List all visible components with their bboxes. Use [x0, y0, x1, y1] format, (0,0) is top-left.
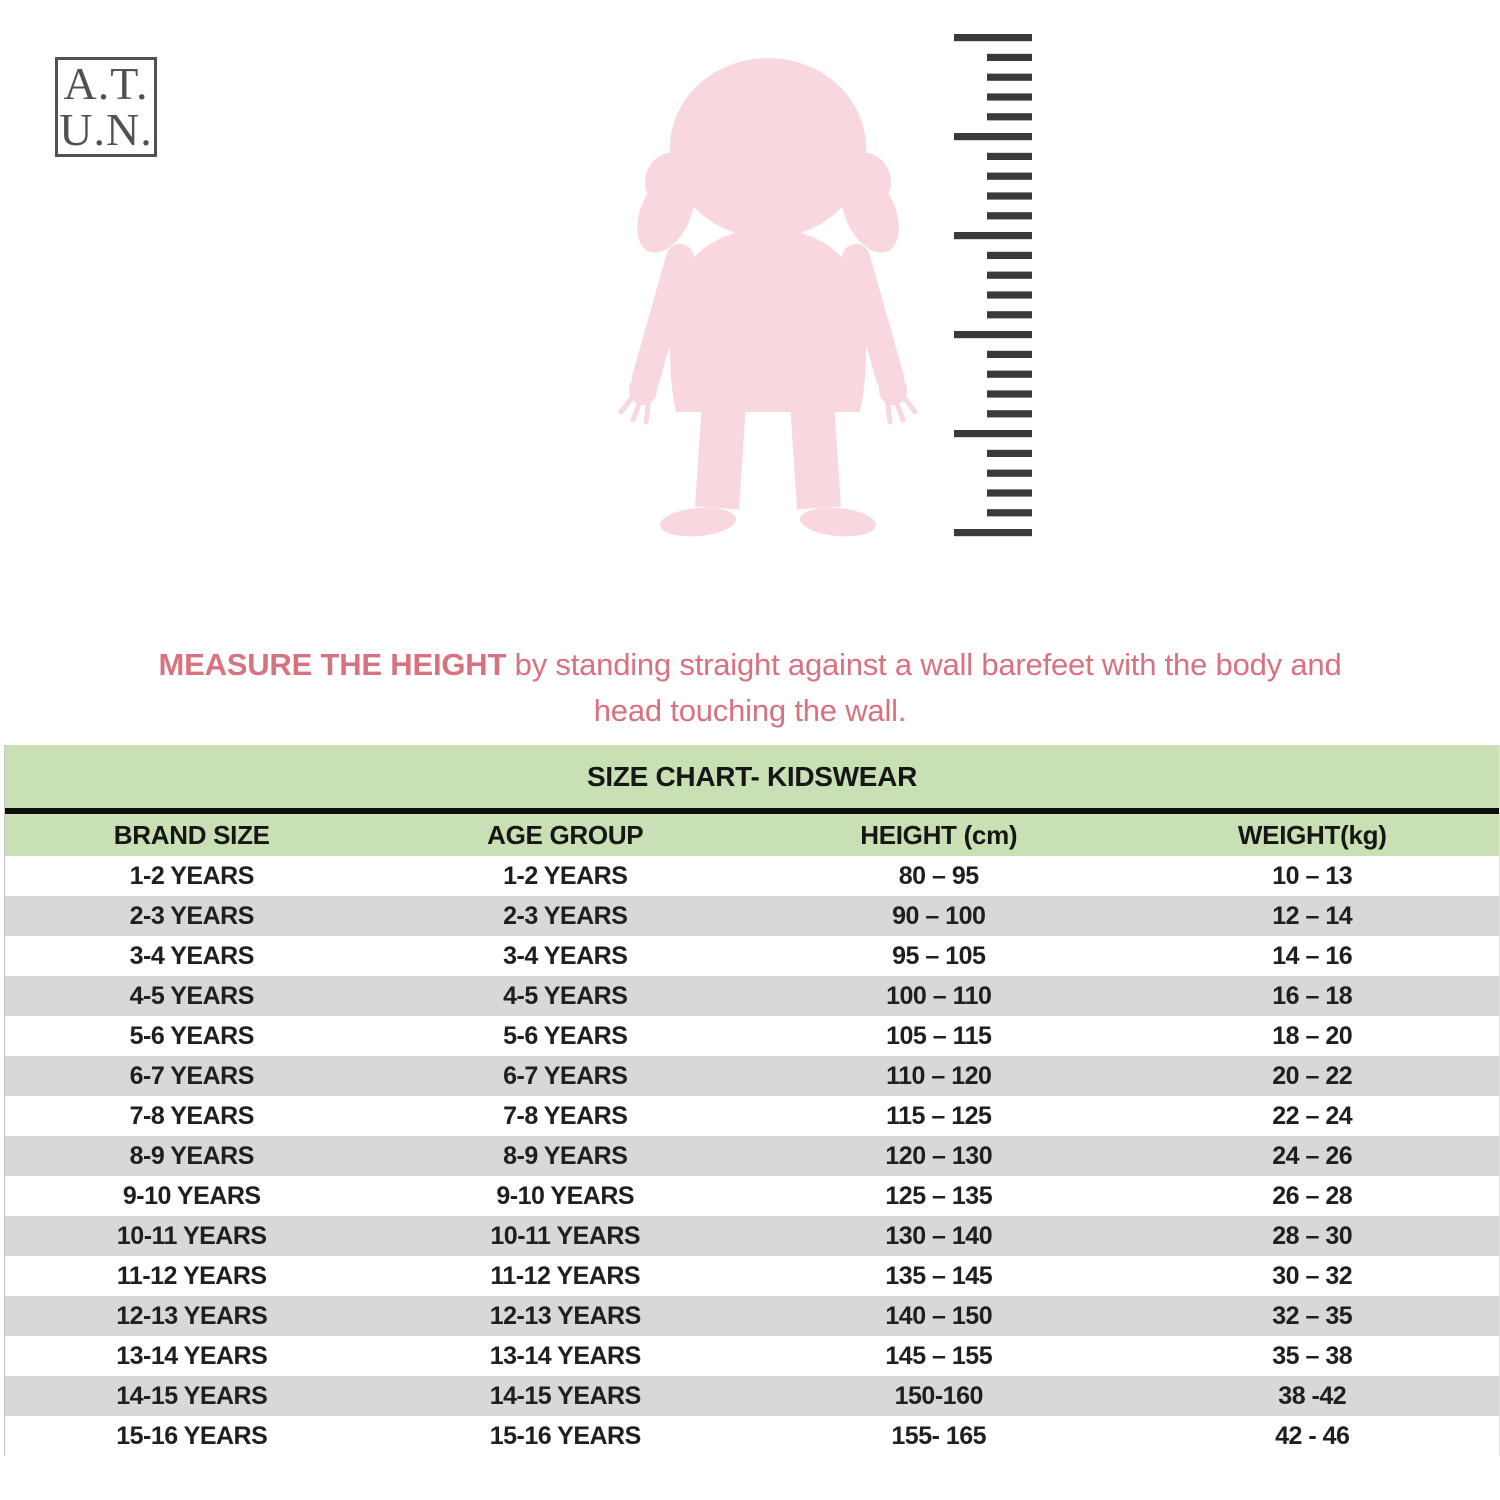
cell-age-group: 10-11 YEARS — [490, 1221, 641, 1250]
cell-height: 80 – 95 — [898, 861, 979, 890]
measure-instruction-lead: MEASURE THE HEIGHT — [158, 647, 507, 682]
cell-brand-size: 13-14 YEARS — [116, 1341, 268, 1370]
cell-weight: 22 – 24 — [1272, 1101, 1353, 1130]
cell-age-group: 14-15 YEARS — [489, 1381, 641, 1410]
cell-brand-size: 9-10 YEARS — [122, 1181, 261, 1210]
cell-brand-size: 14-15 YEARS — [116, 1381, 268, 1410]
brand-logo — [55, 57, 157, 157]
cell-weight: 42 - 46 — [1275, 1421, 1350, 1450]
cell-height: 150-160 — [894, 1381, 983, 1410]
table-row — [5, 1176, 1499, 1216]
cell-age-group: 5-6 YEARS — [503, 1021, 628, 1050]
cell-weight: 26 – 28 — [1272, 1181, 1353, 1210]
cell-age-group: 7-8 YEARS — [503, 1101, 628, 1130]
cell-weight: 10 – 13 — [1272, 861, 1353, 890]
cell-height: 125 – 135 — [885, 1181, 993, 1210]
cell-brand-size: 5-6 YEARS — [129, 1021, 254, 1050]
cell-weight: 35 – 38 — [1272, 1341, 1353, 1370]
table-row — [5, 896, 1499, 936]
table-row — [5, 1016, 1499, 1056]
column-header-brand-size: BRAND SIZE — [113, 819, 270, 850]
column-header-height: HEIGHT (cm) — [860, 819, 1018, 850]
cell-height: 135 – 145 — [885, 1261, 993, 1290]
table-row — [5, 1096, 1499, 1136]
cell-brand-size: 4-5 YEARS — [129, 981, 254, 1010]
cell-age-group: 6-7 YEARS — [503, 1061, 628, 1090]
table-row — [5, 1296, 1499, 1336]
table-header-row — [5, 814, 1499, 856]
cell-height: 100 – 110 — [886, 981, 992, 1010]
cell-brand-size: 11-12 YEARS — [116, 1261, 267, 1290]
size-chart-table — [4, 745, 1500, 1456]
cell-height: 95 – 105 — [892, 941, 986, 970]
cell-brand-size: 1-2 YEARS — [129, 861, 254, 890]
cell-height: 130 – 140 — [885, 1221, 993, 1250]
logo-line-2: U.N. — [59, 104, 153, 155]
cell-height: 115 – 125 — [886, 1101, 992, 1130]
cell-weight: 18 – 20 — [1272, 1021, 1353, 1050]
cell-height: 155- 165 — [891, 1421, 987, 1450]
logo-line-1: A.T. — [63, 58, 149, 109]
cell-brand-size: 3-4 YEARS — [129, 941, 254, 970]
cell-age-group: 1-2 YEARS — [503, 861, 628, 890]
cell-height: 145 – 155 — [885, 1341, 993, 1370]
cell-weight: 32 – 35 — [1272, 1301, 1353, 1330]
cell-brand-size: 7-8 YEARS — [129, 1101, 254, 1130]
cell-age-group: 11-12 YEARS — [490, 1261, 641, 1290]
column-header-weight: WEIGHT(kg) — [1237, 819, 1387, 850]
cell-age-group: 8-9 YEARS — [503, 1141, 628, 1170]
table-row — [5, 1416, 1499, 1456]
table-row — [5, 1336, 1499, 1376]
measure-instruction — [130, 642, 1370, 734]
cell-age-group: 3-4 YEARS — [503, 941, 628, 970]
cell-weight: 16 – 18 — [1272, 981, 1353, 1010]
cell-brand-size: 12-13 YEARS — [116, 1301, 268, 1330]
measure-instruction-body: by standing straight against a wall barefeet with the body and head touching the wall. — [514, 647, 1342, 728]
cell-age-group: 4-5 YEARS — [503, 981, 628, 1010]
table-row — [5, 1376, 1499, 1416]
table-row — [5, 1216, 1499, 1256]
table-row — [5, 1056, 1499, 1096]
table-row — [5, 856, 1499, 896]
cell-age-group: 9-10 YEARS — [496, 1181, 635, 1210]
cell-age-group: 2-3 YEARS — [503, 901, 628, 930]
cell-brand-size: 10-11 YEARS — [116, 1221, 267, 1250]
cell-age-group: 15-16 YEARS — [489, 1421, 641, 1450]
table-title: SIZE CHART- KIDSWEAR — [5, 745, 1499, 808]
cell-height: 90 – 100 — [892, 901, 986, 930]
cell-weight: 28 – 30 — [1272, 1221, 1353, 1250]
cell-weight: 14 – 16 — [1272, 941, 1353, 970]
cell-age-group: 12-13 YEARS — [489, 1301, 641, 1330]
cell-weight: 38 -42 — [1278, 1381, 1347, 1410]
cell-weight: 12 – 14 — [1272, 901, 1353, 930]
table-row — [5, 936, 1499, 976]
girl-silhouette-icon — [618, 30, 918, 550]
cell-height: 140 – 150 — [885, 1301, 993, 1330]
cell-weight: 30 – 32 — [1272, 1261, 1353, 1290]
cell-brand-size: 8-9 YEARS — [129, 1141, 254, 1170]
cell-height: 110 – 120 — [886, 1061, 992, 1090]
table-row — [5, 976, 1499, 1016]
cell-weight: 20 – 22 — [1272, 1061, 1353, 1090]
cell-brand-size: 6-7 YEARS — [129, 1061, 254, 1090]
cell-age-group: 13-14 YEARS — [489, 1341, 641, 1370]
cell-height: 105 – 115 — [886, 1021, 992, 1050]
table-row — [5, 1256, 1499, 1296]
cell-height: 120 – 130 — [885, 1141, 993, 1170]
cell-weight: 24 – 26 — [1272, 1141, 1353, 1170]
cell-brand-size: 2-3 YEARS — [129, 901, 254, 930]
height-ruler-icon — [950, 34, 1035, 544]
table-row — [5, 1136, 1499, 1176]
cell-brand-size: 15-16 YEARS — [116, 1421, 268, 1450]
column-header-age-group: AGE GROUP — [487, 819, 644, 850]
